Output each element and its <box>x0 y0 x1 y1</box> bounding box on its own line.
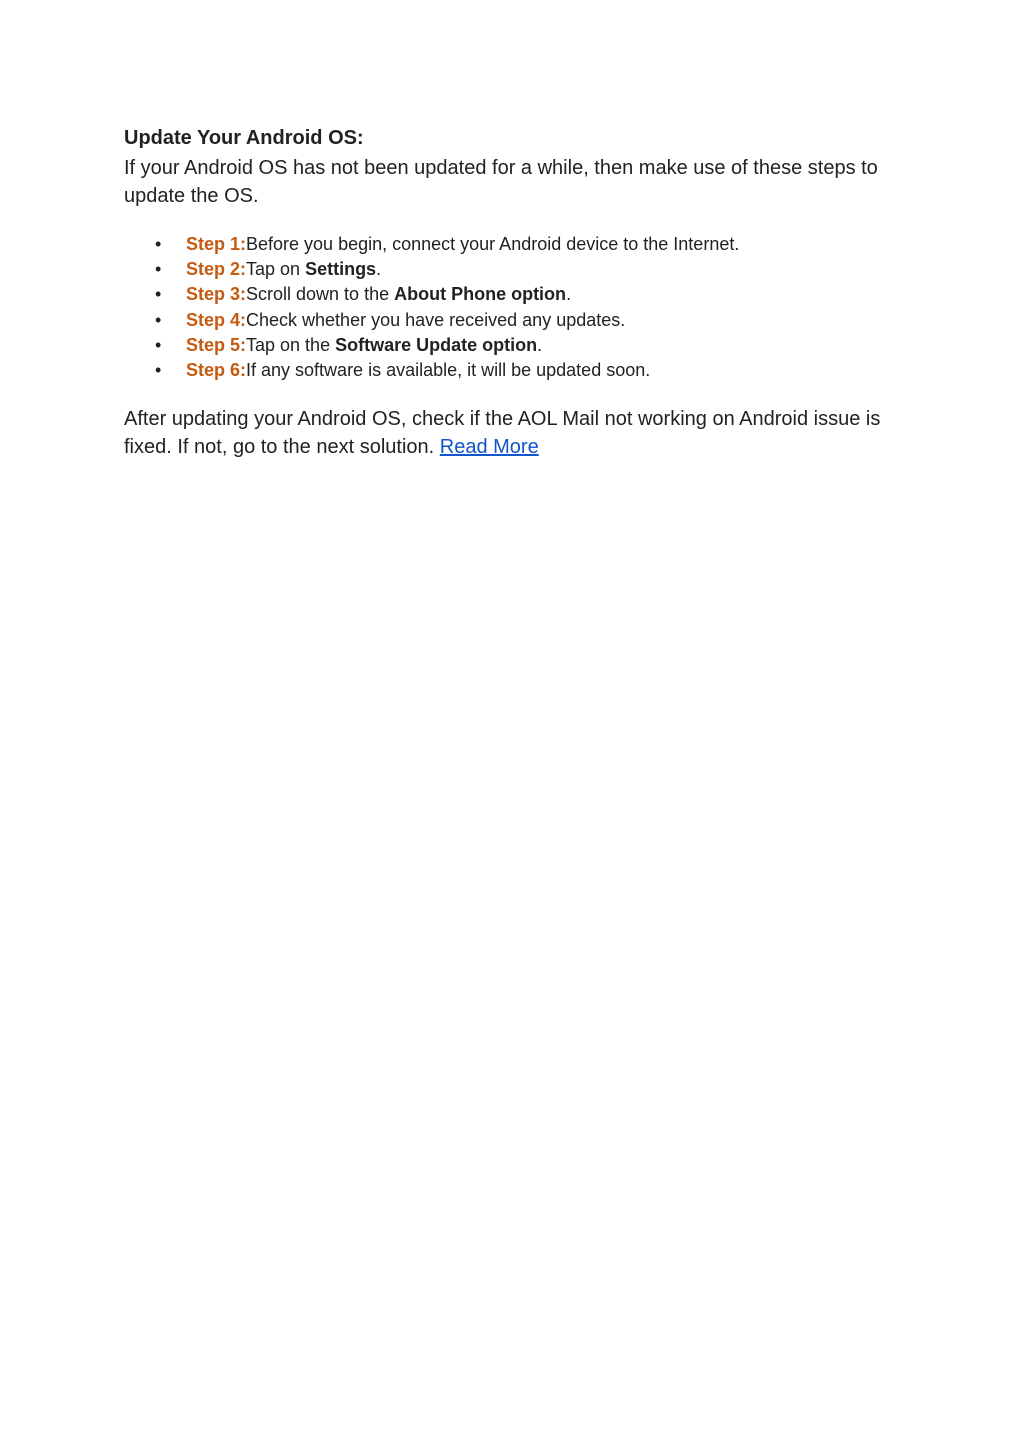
step-label: Step 2: <box>186 259 247 280</box>
step-bold-text: About Phone option <box>394 284 567 305</box>
step-text: . <box>376 259 382 280</box>
step-text: Scroll down to the <box>246 284 395 305</box>
document-page <box>124 124 904 461</box>
step-text: Check whether you have received any updates. <box>246 309 626 330</box>
section-heading: Update Your Android OS: <box>124 127 364 149</box>
list-item <box>124 257 904 282</box>
bullet-icon: • <box>155 234 162 254</box>
step-bold-text: Settings <box>305 259 377 280</box>
bullet-icon: • <box>155 334 162 355</box>
intro-paragraph: If your Android OS has not been updated for a while, then make use of these steps to update the OS. <box>124 157 878 207</box>
step-text: If any software is available, it will be updated soon. <box>246 360 651 381</box>
step-text: Tap on <box>246 259 306 280</box>
step-label: Step 4: <box>186 309 247 330</box>
step-text: . <box>537 334 543 355</box>
step-label: Step 1: <box>186 234 247 254</box>
list-item <box>124 232 904 257</box>
list-item <box>124 333 904 358</box>
step-label: Step 3: <box>186 284 247 305</box>
steps-list <box>124 232 904 383</box>
bullet-icon: • <box>155 284 162 305</box>
list-item <box>124 358 904 383</box>
outro-paragraph <box>124 405 904 461</box>
outro-text: After updating your Android OS, check if the AOL Mail not working on Android issue is fixed. If not, go to the next solution. <box>124 408 881 459</box>
bullet-icon: • <box>155 259 162 280</box>
bullet-icon: • <box>155 309 162 330</box>
bullet-icon: • <box>155 360 162 381</box>
step-bold-text: Software Update option <box>335 334 538 355</box>
read-more-link[interactable]: Read More <box>439 436 539 459</box>
list-item <box>124 308 904 333</box>
step-text: . <box>566 284 572 305</box>
step-text: Tap on the <box>246 334 336 355</box>
step-text: Before you begin, connect your Android device to the Internet. <box>246 234 740 254</box>
step-label: Step 6: <box>186 360 247 381</box>
step-label: Step 5: <box>186 334 247 355</box>
list-item <box>124 282 904 307</box>
